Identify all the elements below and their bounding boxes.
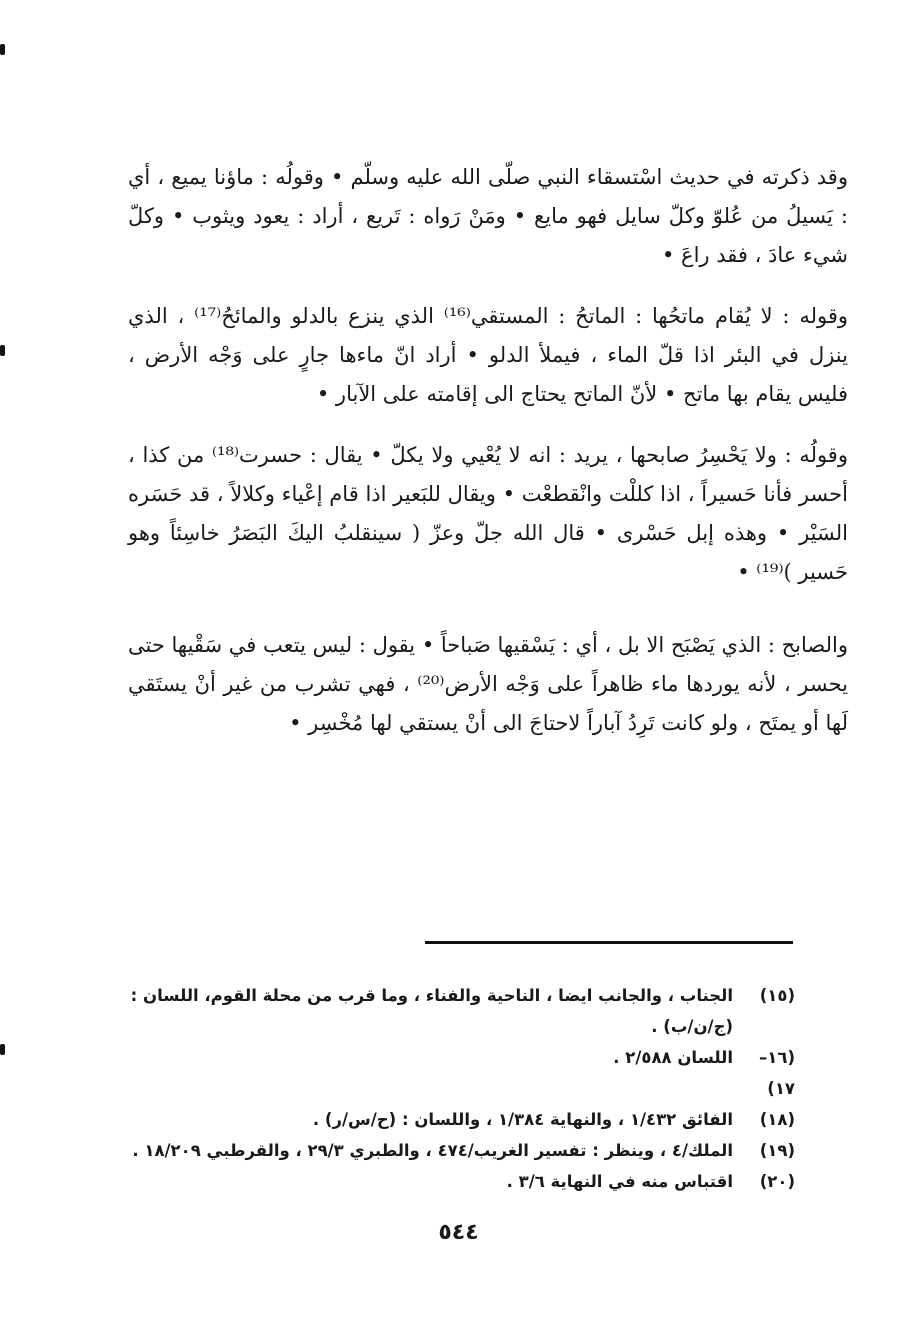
footnote-text: اللسان ٢/٥٨٨ . [613, 1048, 733, 1067]
footnote-text: اقتباس منه في النهاية ٣/٦ . [506, 1172, 733, 1191]
footnote-number: (٢٠) [759, 1172, 795, 1191]
footnotes [130, 980, 795, 1197]
page-number: ٥٤٤ [438, 1220, 479, 1245]
scan-mark-left-2 [0, 345, 5, 356]
footnote-18 [130, 1104, 795, 1135]
main-text [128, 158, 848, 765]
footnote-number: (١٥) [759, 986, 795, 1005]
footnote-text: الفائق ١/٤٣٢ ، والنهاية ١/٣٨٤ ، واللسان : (ح/س/ر) . [312, 1110, 733, 1129]
footnote-text: الملك/٤ ، وينظر : تفسير الغريب/٤٧٤ ، والطبري ٢٩/٣ ، والقرطبي ١٨/٢٠٩ . [132, 1141, 733, 1160]
paragraph-4: والصابح : الذي يَصْبَح الا بل ، أي : يَسْقيها صَباحاً • يقول : ليس يتعب في سَقْيها حتى يحسر ، لأنه يوردها ماء ظاهراً على وَجْه الأرض⁽²⁰⁾ ، فهي تشرب من غير أنْ يستَقي لَها أو يمتَح ، ولو كانت تَرِدُ آباراً لاحتاجَ الى أنْ يستقي لها مُخْسِر • [128, 633, 848, 735]
footnote-text: الجناب ، والجانب ايضا ، الناحية والفناء ، وما قرب من محلة القوم، اللسان : (ج/ن/ب) . [130, 986, 733, 1036]
footnote-15 [130, 980, 795, 1042]
scan-mark-left-1 [0, 44, 5, 55]
footnote-number: (١٩) [759, 1141, 795, 1160]
paragraph-3: وقولُه : ولا يَحْسِرُ صابحها ، يريد : انه لا يُعْيي ولا يكلّ • يقال : حسرت⁽¹⁸⁾ من كذا ، أحسر فأنا حَسيراً ، اذا كللْت وانْقطعْت • ويقال للبَعير اذا قام إعْياء وكلالاً ، قد حَسَره السَيْر • وهذه إبل حَسْرى • قال الله جلّ وعزّ ( سينقلبُ اليكَ البَصَرُ خاسِئاً وهو حَسير )⁽¹⁹⁾ • [128, 443, 848, 584]
footnote-19 [130, 1135, 795, 1166]
footnote-separator [425, 941, 793, 944]
footnote-16-17 [130, 1042, 795, 1104]
footnote-number: (١٦–١٧) [759, 1048, 795, 1098]
paragraph-1: وقد ذكرته في حديث اسْتسقاء النبي صلّى الله عليه وسلّم • وقولُه : ماؤنا يميع ، أي : يَسيلُ من عُلوّ وكلّ سايل فهو مايع • ومَنْ رَواه : تَريع ، أراد : يعود ويثوب • وكلّ شيء عادَ ، فقد راعَ • [128, 165, 848, 267]
paragraph-2: وقوله : لا يُقام ماتحُها : الماتحُ : المستقي⁽¹⁶⁾ الذي ينزع بالدلو والمائحُ⁽¹⁷⁾ ، الذي ينزل في البئر اذا قلّ الماء ، فيملأ الدلو • أراد انّ ماءها جارٍ على وَجْه الأرض ، فليس يقام بها ماتح • لأنّ الماتح يحتاج الى إقامته على الآبار • [128, 304, 849, 406]
footnote-number: (١٨) [759, 1110, 795, 1129]
scan-mark-left-3 [0, 1044, 5, 1055]
footnote-20 [130, 1166, 795, 1197]
